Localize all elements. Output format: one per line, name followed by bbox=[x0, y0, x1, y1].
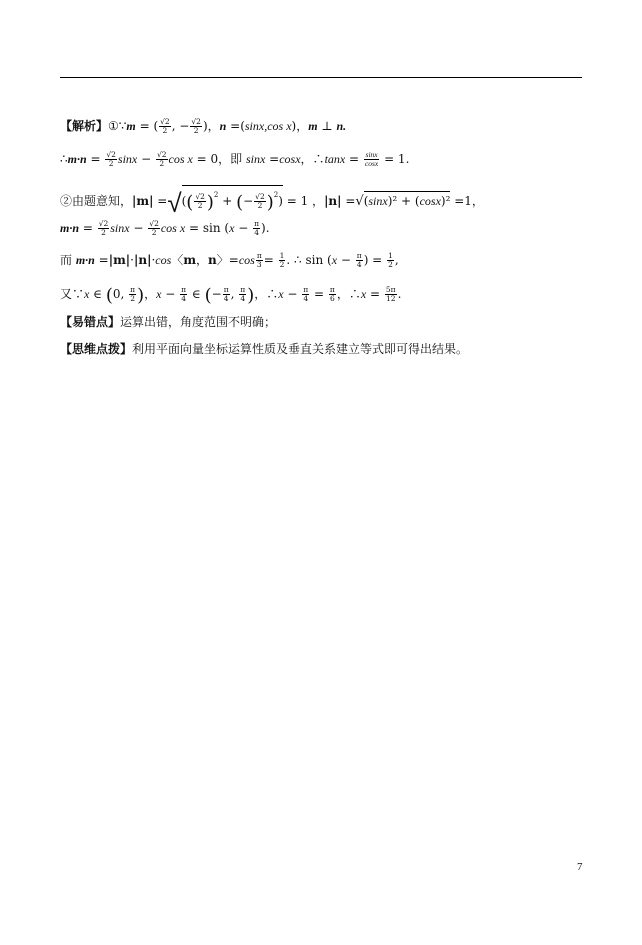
analysis-line-5: 而 m·n =|m|·|n|·cos〈m，n〉=cos $\frac{\pi}{3}$ = $\frac{1}{2}$ . ∴ sin (x − $\frac{\pi}{4}$ ) = $\frac{1}{2}$ , bbox=[60, 251, 399, 269]
analysis-line-2: ∴m·n = $\frac{√2}{2}$ sinx − $\frac{√2}{2}$ cos x = 0，即 sinx =cosx，∴tanx = $\frac{\sin x}{\cos x}$ = 1. bbox=[60, 150, 410, 168]
then-word: 即 bbox=[230, 152, 243, 166]
thinking-label: 【思维点拨】 bbox=[60, 342, 133, 356]
analysis-line-1: 【解析】①∵m = ( $\frac{√2}{2}$ , − $\frac{√2}{2}$ )，n =(sinx,cos x)，m ⊥ n. bbox=[60, 117, 347, 135]
and-word: 而 bbox=[60, 253, 73, 267]
error-point-text: 运算出错，角度范围不明确； bbox=[120, 315, 277, 329]
thinking-text: 利用平面向量坐标运算性质及垂直关系建立等式即可得出结果。 bbox=[132, 342, 469, 356]
analysis-line-6: 又∵x ∈ (0, $\frac{\pi}{2}$ )，x − $\frac{\pi}{4}$ ∈ (− $\frac{\pi}{4}$ , $\frac{\pi}{4}$ )，∴x − $\frac{\pi}{4}$ = $\frac{\pi}{6}$ ，∴x = $\frac{5\pi}{12}$ . bbox=[60, 285, 402, 306]
because-sign: ①∵ bbox=[108, 119, 127, 133]
page-number: 7 bbox=[577, 861, 583, 873]
analysis-line-3: ②由题意知，|m| =√(( $\frac{√2}{2}$ )$^2$ + (− $\frac{√2}{2}$ )$^2$) = 1 ，|n| =√(sinx)² + (cosx)² =1， bbox=[60, 185, 484, 212]
error-point-line bbox=[60, 314, 276, 330]
error-point-label: 【易错点】 bbox=[60, 315, 121, 329]
analysis-label: 【解析】 bbox=[60, 119, 109, 133]
thinking-line bbox=[60, 341, 468, 357]
header-rule bbox=[60, 77, 582, 78]
also-word: 又∵ bbox=[60, 287, 85, 301]
analysis-line-4: m·n = $\frac{√2}{2}$ sinx − $\frac{√2}{2}$ cos x = sin (x − $\frac{\pi}{4}$ ). bbox=[60, 219, 270, 237]
step-two-label: ②由题意知， bbox=[60, 194, 133, 208]
